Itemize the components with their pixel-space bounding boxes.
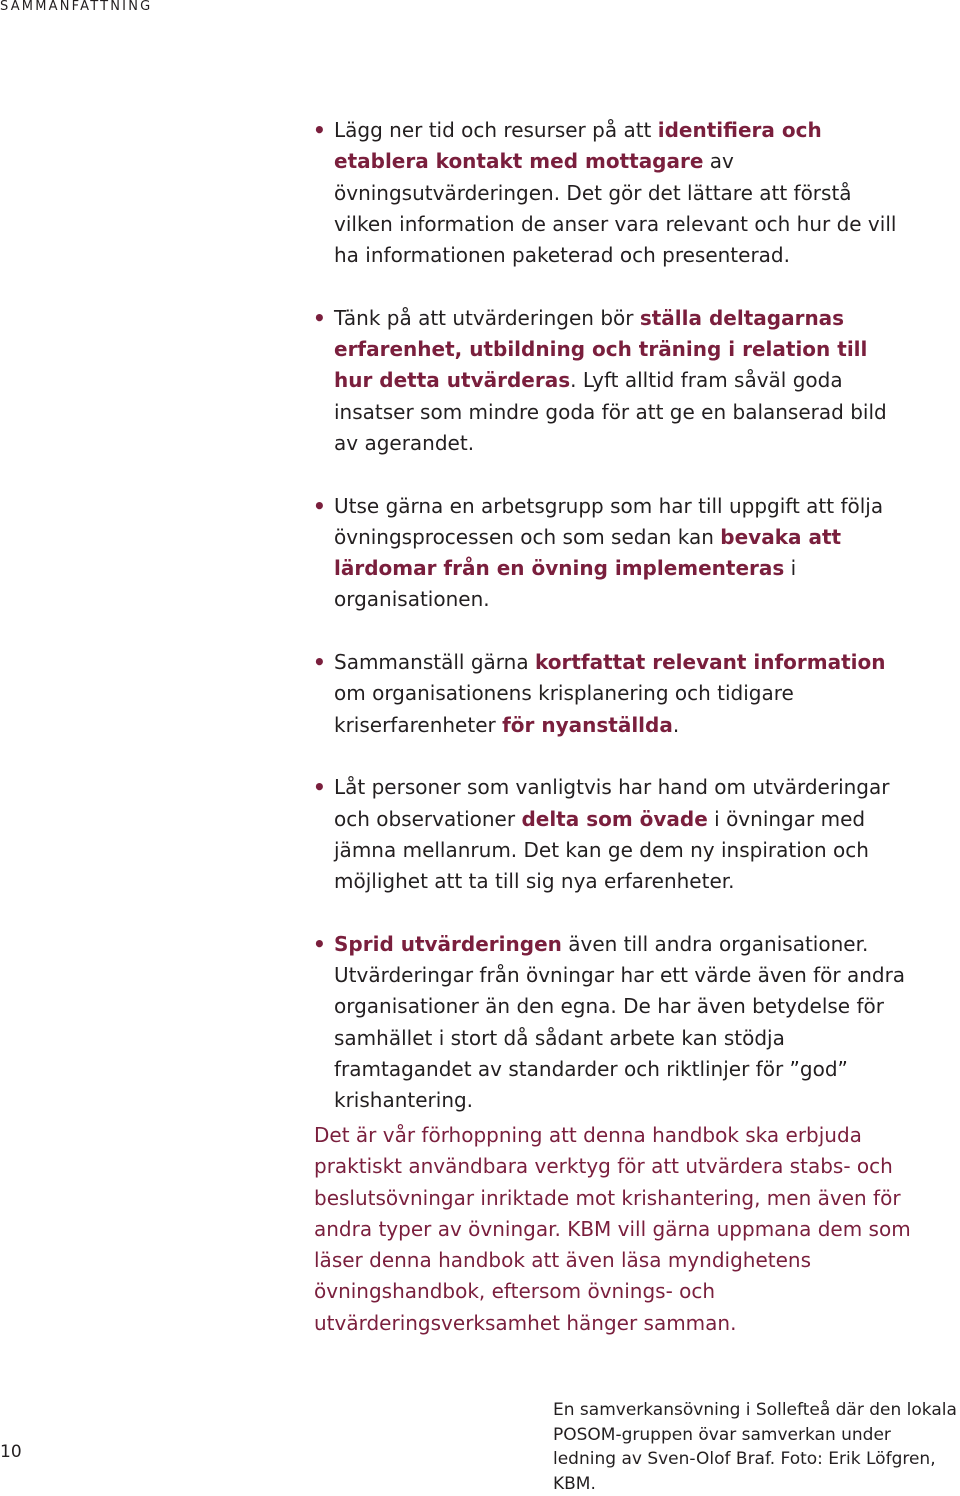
highlight-text: Sprid utvärderingen	[334, 931, 562, 956]
list-item	[312, 647, 912, 741]
highlight-text: bevaka att lärdomar från en övning implementeras	[334, 524, 842, 581]
bullet-icon: •	[313, 305, 326, 330]
bullet-icon: •	[313, 493, 326, 518]
recommendation-list	[312, 115, 912, 1148]
text-run: Låt personer som vanligtvis har hand om utvärderingar och observationer	[334, 775, 890, 831]
highlight-text: ställa deltagarnas erfarenhet, utbildning och träning i relation till hur detta utvärderas	[334, 305, 868, 393]
text-run: i organisationen.	[334, 556, 797, 612]
text-run: Sammanställ gärna	[334, 650, 535, 675]
highlight-text: för nyanställda	[502, 712, 673, 737]
bullet-text	[334, 494, 883, 612]
bullet-icon: •	[313, 118, 326, 142]
bullet-text	[334, 775, 889, 893]
section-header: SAMMANFATTNING	[0, 0, 153, 14]
text-run: .	[672, 712, 680, 737]
bullet-text	[334, 650, 886, 737]
text-run: Tänk på att utvärderingen bör	[334, 305, 640, 330]
text-run: av övningsutvärderingen. Det gör det lättare att förstå vilken information de anser vara relevant och hur de vill ha informationen paketerad och presenterad.	[334, 149, 897, 268]
page-number: 10	[0, 1442, 22, 1462]
bullet-icon: •	[313, 931, 326, 956]
list-item	[312, 491, 912, 616]
photo-caption: En samverkansövning i Sollefteå där den lokala POSOM-gruppen övar samverkan under ledning av Sven-Olof Braf. Foto: Erik Löfgren, KBM.	[553, 1400, 957, 1494]
bullet-text	[334, 932, 905, 1112]
text-run: om organisationens krisplanering och tidigare kriserfarenheter	[334, 681, 794, 737]
text-run: Utse gärna en arbetsgrupp som har till uppgift att följa övningsprocessen och som sedan kan	[334, 493, 884, 549]
text-run: även till andra organisationer. Utvärderingar från övningar har ett värde även för andra organisationer än den egna. De har även betydelse för samhället i stort då sådant arbete kan stödja framtagandet av standarder och riktlinjer för ”god” krishantering.	[334, 931, 906, 1113]
bullet-icon: •	[313, 775, 326, 800]
list-item	[312, 303, 912, 459]
list-item	[312, 929, 912, 1117]
text-run: . Lyft alltid fram såväl goda insatser som mindre goda för att ge en balanserad bild av agerandet.	[334, 368, 887, 455]
text-run: Lägg ner tid och resurser på att	[334, 118, 658, 142]
bullet-text	[334, 118, 896, 267]
bullet-text	[334, 306, 887, 455]
list-item	[312, 115, 912, 271]
list-item	[312, 772, 912, 897]
text-run: i övningar med jämna mellanrum. Det kan ge dem ny inspiration och möjlighet att ta till sig nya erfarenheter.	[334, 806, 869, 894]
highlight-text: delta som övade	[521, 806, 708, 831]
highlight-text: identifiera och etablera kontakt med mottagare	[334, 118, 822, 174]
highlight-text: kortfattat relevant information	[534, 650, 886, 675]
closing-paragraph: Det är vår förhoppning att denna handbok ska erbjuda praktiskt användbara verktyg för att utvärdera stabs- och beslutsövningar inriktade mot krishantering, men även för andra typer av övningar. KBM vill gärna uppmana dem som läser denna handbok att även läsa myndighetens övningshandbok, eftersom övnings- och utvärderingsverksamhet hänger samman.	[314, 1123, 911, 1335]
bullet-icon: •	[313, 650, 326, 675]
